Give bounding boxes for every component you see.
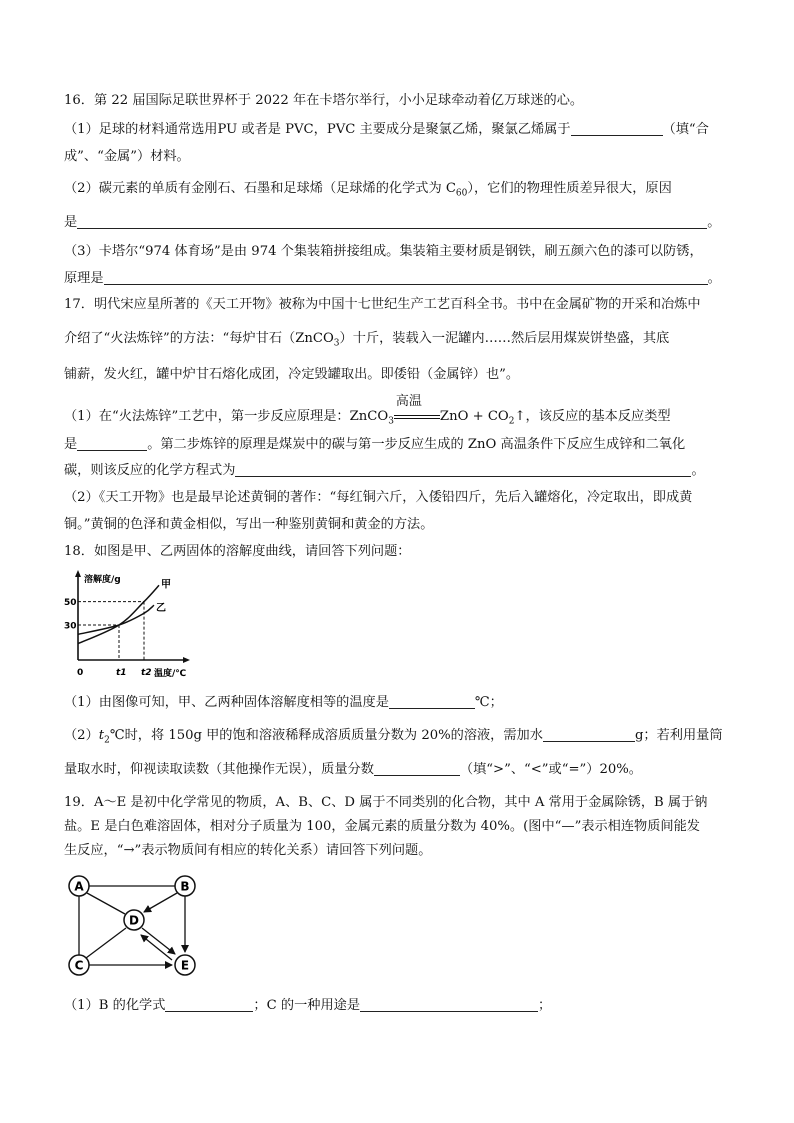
- q16-part3-line2: 原理是 。: [64, 271, 721, 286]
- answer-blank[interactable]: [389, 694, 475, 709]
- reaction-condition-arrow: 高温: [394, 406, 440, 424]
- answer-blank[interactable]: [104, 270, 708, 285]
- answer-blank[interactable]: [165, 997, 253, 1012]
- q18-part1: （1）由图像可知，甲、乙两种固体溶解度相等的温度是 ℃；: [64, 695, 503, 710]
- svg-text:B: B: [180, 879, 190, 894]
- q17-stem-line3: 铺薪，发火红，罐中炉甘石熔化成团，冷定毁罐取出。即倭铅（金属锌）也”。: [64, 367, 520, 382]
- svg-text:E: E: [180, 958, 190, 973]
- svg-text:C: C: [74, 958, 84, 973]
- answer-blank[interactable]: [77, 436, 147, 451]
- q16-part2-line1: （2）碳元素的单质有金刚石、石墨和足球烯（足球烯的化学式为 $C_{60}$），它们的物理性质差异很大，原因: [64, 181, 672, 199]
- x-axis-label: 温度/℃: [154, 669, 187, 679]
- q16-part1-line2: 成”、“金属”）材料。: [64, 149, 190, 164]
- node-e: [175, 955, 195, 975]
- q17-part1-line1: （1）在“火法炼锌”工艺中，第一步反应原理是：ZnCO$_3$ 高温 ZnO + $CO_2↑$，该反应的基本反应类型: [64, 394, 671, 427]
- q18-part2-line2: 量取水时，仰视读取读数（其他操作无误），质量分数 （填“>”、“<”或“=”）20%。: [64, 762, 642, 777]
- q19-stem-line1: 19．A～E 是初中化学常见的物质，A、B、C、D 属于不同类别的化合物，其中 A 常用于金属除锈，B 属于钠: [64, 795, 708, 810]
- edge-b-d: [144, 893, 177, 912]
- q19-stem-line2: 盐。E 是白色难溶固体，相对分子质量为 100，金属元素的质量分数为 40%。(图中“—”表示相连物质间能发: [64, 819, 700, 834]
- x-tick-label: 0: [77, 668, 84, 678]
- x-tick-label: t1: [116, 668, 127, 678]
- q16-stem: 16．第 22 届国际足联世界杯于 2022 年在卡塔尔举行，小小足球牵动着亿万球迷的心。: [64, 93, 584, 108]
- node-d: [124, 910, 144, 930]
- x-tick-label: t2: [141, 668, 152, 678]
- node-b: [175, 876, 195, 896]
- series-label-0: 甲: [161, 579, 171, 591]
- q17-part2-line2: 铜。”黄铜的色泽和黄金相似，写出一种鉴别黄铜和黄金的方法。: [64, 517, 434, 532]
- q18-part2-line1: $(2)t_2℃$时，将 150g 甲的饱和溶液稀释成溶质质量分数为 20%的溶液，需加水 g；若利用量筒: [64, 728, 723, 746]
- q19-stem-line3: 生反应，“→”表示物质间有相应的转化关系）请回答下列问题。: [64, 843, 432, 858]
- series-label-1: 乙: [156, 603, 166, 615]
- q17-part1-line2: 是 。第二步炼锌的原理是煤炭中的碳与第一步反应生成的 ZnO 高温条件下反应生成锌和二氧化: [64, 437, 686, 452]
- answer-blank[interactable]: [543, 727, 635, 742]
- series-line-0: [78, 585, 159, 643]
- y-tick-label: 30: [64, 621, 77, 632]
- y-axis-label: 溶解度/g: [84, 575, 121, 585]
- q19-part1: （1）B 的化学式 ；C 的一种用途是 ；: [64, 998, 552, 1013]
- answer-blank[interactable]: [77, 214, 707, 229]
- node-a: [69, 876, 89, 896]
- y-tick-label: 50: [64, 598, 77, 609]
- answer-blank[interactable]: [360, 997, 538, 1012]
- series-line-1: [78, 605, 154, 634]
- answer-blank[interactable]: [571, 121, 663, 136]
- q16-part2-line2: 是 。: [64, 215, 721, 230]
- svg-text:D: D: [129, 913, 139, 928]
- q17-stem-line1: 17．明代宋应星所著的《天工开物》被称为中国十七世纪生产工艺百科全书。书中在金属矿物的开采和冶炼中: [64, 297, 701, 312]
- q18-stem: 18．如图是甲、乙两固体的溶解度曲线，请回答下列问题：: [64, 544, 411, 559]
- edge-a-d: [87, 893, 125, 914]
- q17-stem-line2: 介绍了“火法炼锌”的方法：“每炉甘石（ZnCO$_3$）十斤，装载入一泥罐内……然后层用煤炭饼垫盛，其底: [64, 331, 670, 349]
- relationship-diagram: [62, 872, 208, 978]
- edge-d-e: [142, 928, 175, 954]
- edge-c-d: [86, 928, 126, 958]
- svg-text:A: A: [74, 879, 84, 894]
- answer-blank[interactable]: [235, 462, 691, 477]
- answer-blank[interactable]: [374, 761, 460, 776]
- node-c: [69, 955, 89, 975]
- q16-part1-line1: （1）足球的材料通常选用PU 或者是 PVC，PVC 主要成分是聚氯乙烯，聚氯乙烯属于 （填“合: [64, 122, 709, 137]
- solubility-chart: [62, 568, 192, 680]
- q17-part2-line1: （2）《天工开物》也是最早论述黄铜的著作：“每红铜六斤，入倭铅四斤，先后入罐熔化，冷定取出，即成黄: [64, 490, 693, 505]
- q17-part1-line3: 碳，则该反应的化学方程式为 。: [64, 463, 705, 478]
- q16-part3-line1: （3）卡塔尔“974 体育场”是由 974 个集装箱拼接组成。集装箱主要材质是钢铁，刷五颜六色的漆可以防锈，: [64, 244, 703, 259]
